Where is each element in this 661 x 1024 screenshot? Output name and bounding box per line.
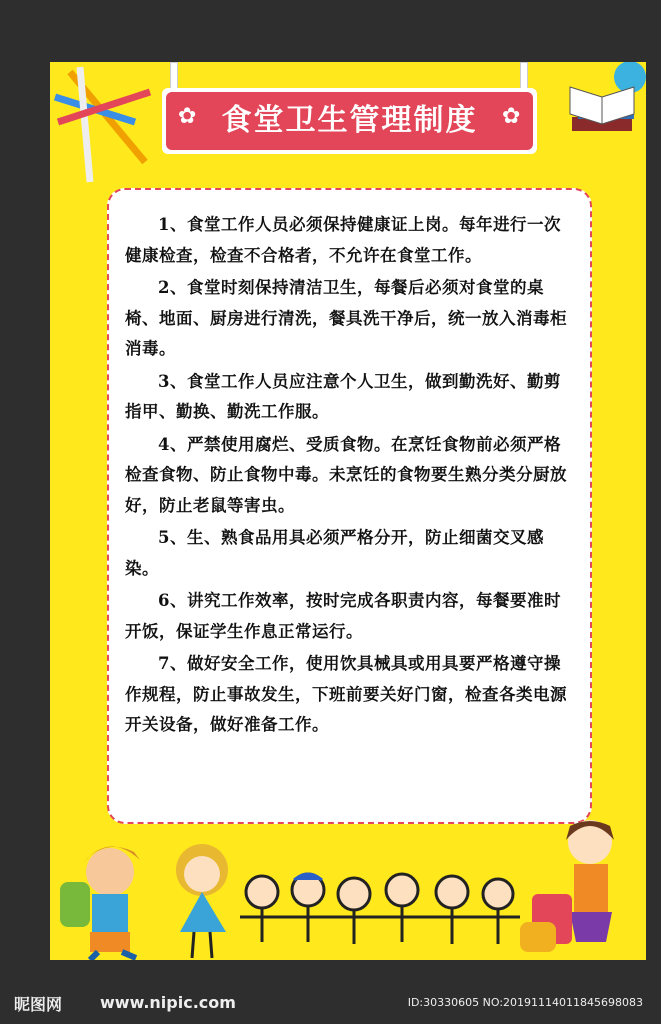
girl-backpack-icon bbox=[520, 820, 614, 952]
rules-list bbox=[125, 210, 575, 743]
bow-right-icon: ✿ bbox=[502, 104, 521, 129]
girl-icon bbox=[176, 844, 228, 958]
rule-2: 2、食堂时刻保持清洁卫生，每餐后必须对食堂的桌椅、地面、厨房进行清洗，餐具洗干净后，统一放入消毒柜消毒。 bbox=[125, 278, 567, 358]
books-icon bbox=[560, 62, 646, 152]
rule-3: 3、食堂工作人员应注意个人卫生，做到勤洗好、勤剪指甲、勤换、勤洗工作服。 bbox=[125, 371, 561, 421]
rules-panel bbox=[107, 188, 592, 824]
rule-1: 1、食堂工作人员必须保持健康证上岗。每年进行一次健康检查，检查不合格者，不允许在食堂工作。 bbox=[125, 215, 561, 265]
poster bbox=[50, 62, 646, 960]
nipic-logo: 昵图网 bbox=[14, 995, 63, 1014]
rule-4: 4、严禁使用腐烂、受质食物。在烹饪食物前必须严格检查食物、防止食物中毒。未烹饪的食物要生熟分类分厨放好，防止老鼠等害虫。 bbox=[125, 434, 567, 515]
rule-7: 7、做好安全工作，使用饮具械具或用具要严格遵守操作规程，防止事故发生，下班前要关好门窗，检查各类电源开关设备，做好准备工作。 bbox=[125, 654, 567, 734]
image-id: ID:30330605 NO:20191114011845698083 bbox=[407, 996, 643, 1009]
page-title: 食堂卫生管理制度 bbox=[166, 92, 533, 150]
footer bbox=[0, 960, 661, 1024]
pencils-icon bbox=[50, 62, 160, 192]
rule-5: 5、生、熟食品用具必须严格分开，防止细菌交叉感染。 bbox=[125, 528, 544, 578]
children-illustration bbox=[50, 782, 646, 960]
kids-row-icon bbox=[240, 874, 520, 944]
rule-6: 6、讲究工作效率，按时完成各职责内容，每餐要准时开饭，保证学生作息正常运行。 bbox=[125, 591, 561, 641]
bow-left-icon: ✿ bbox=[178, 104, 197, 129]
site-url: www.nipic.com bbox=[100, 993, 236, 1012]
boy-icon bbox=[60, 846, 140, 960]
